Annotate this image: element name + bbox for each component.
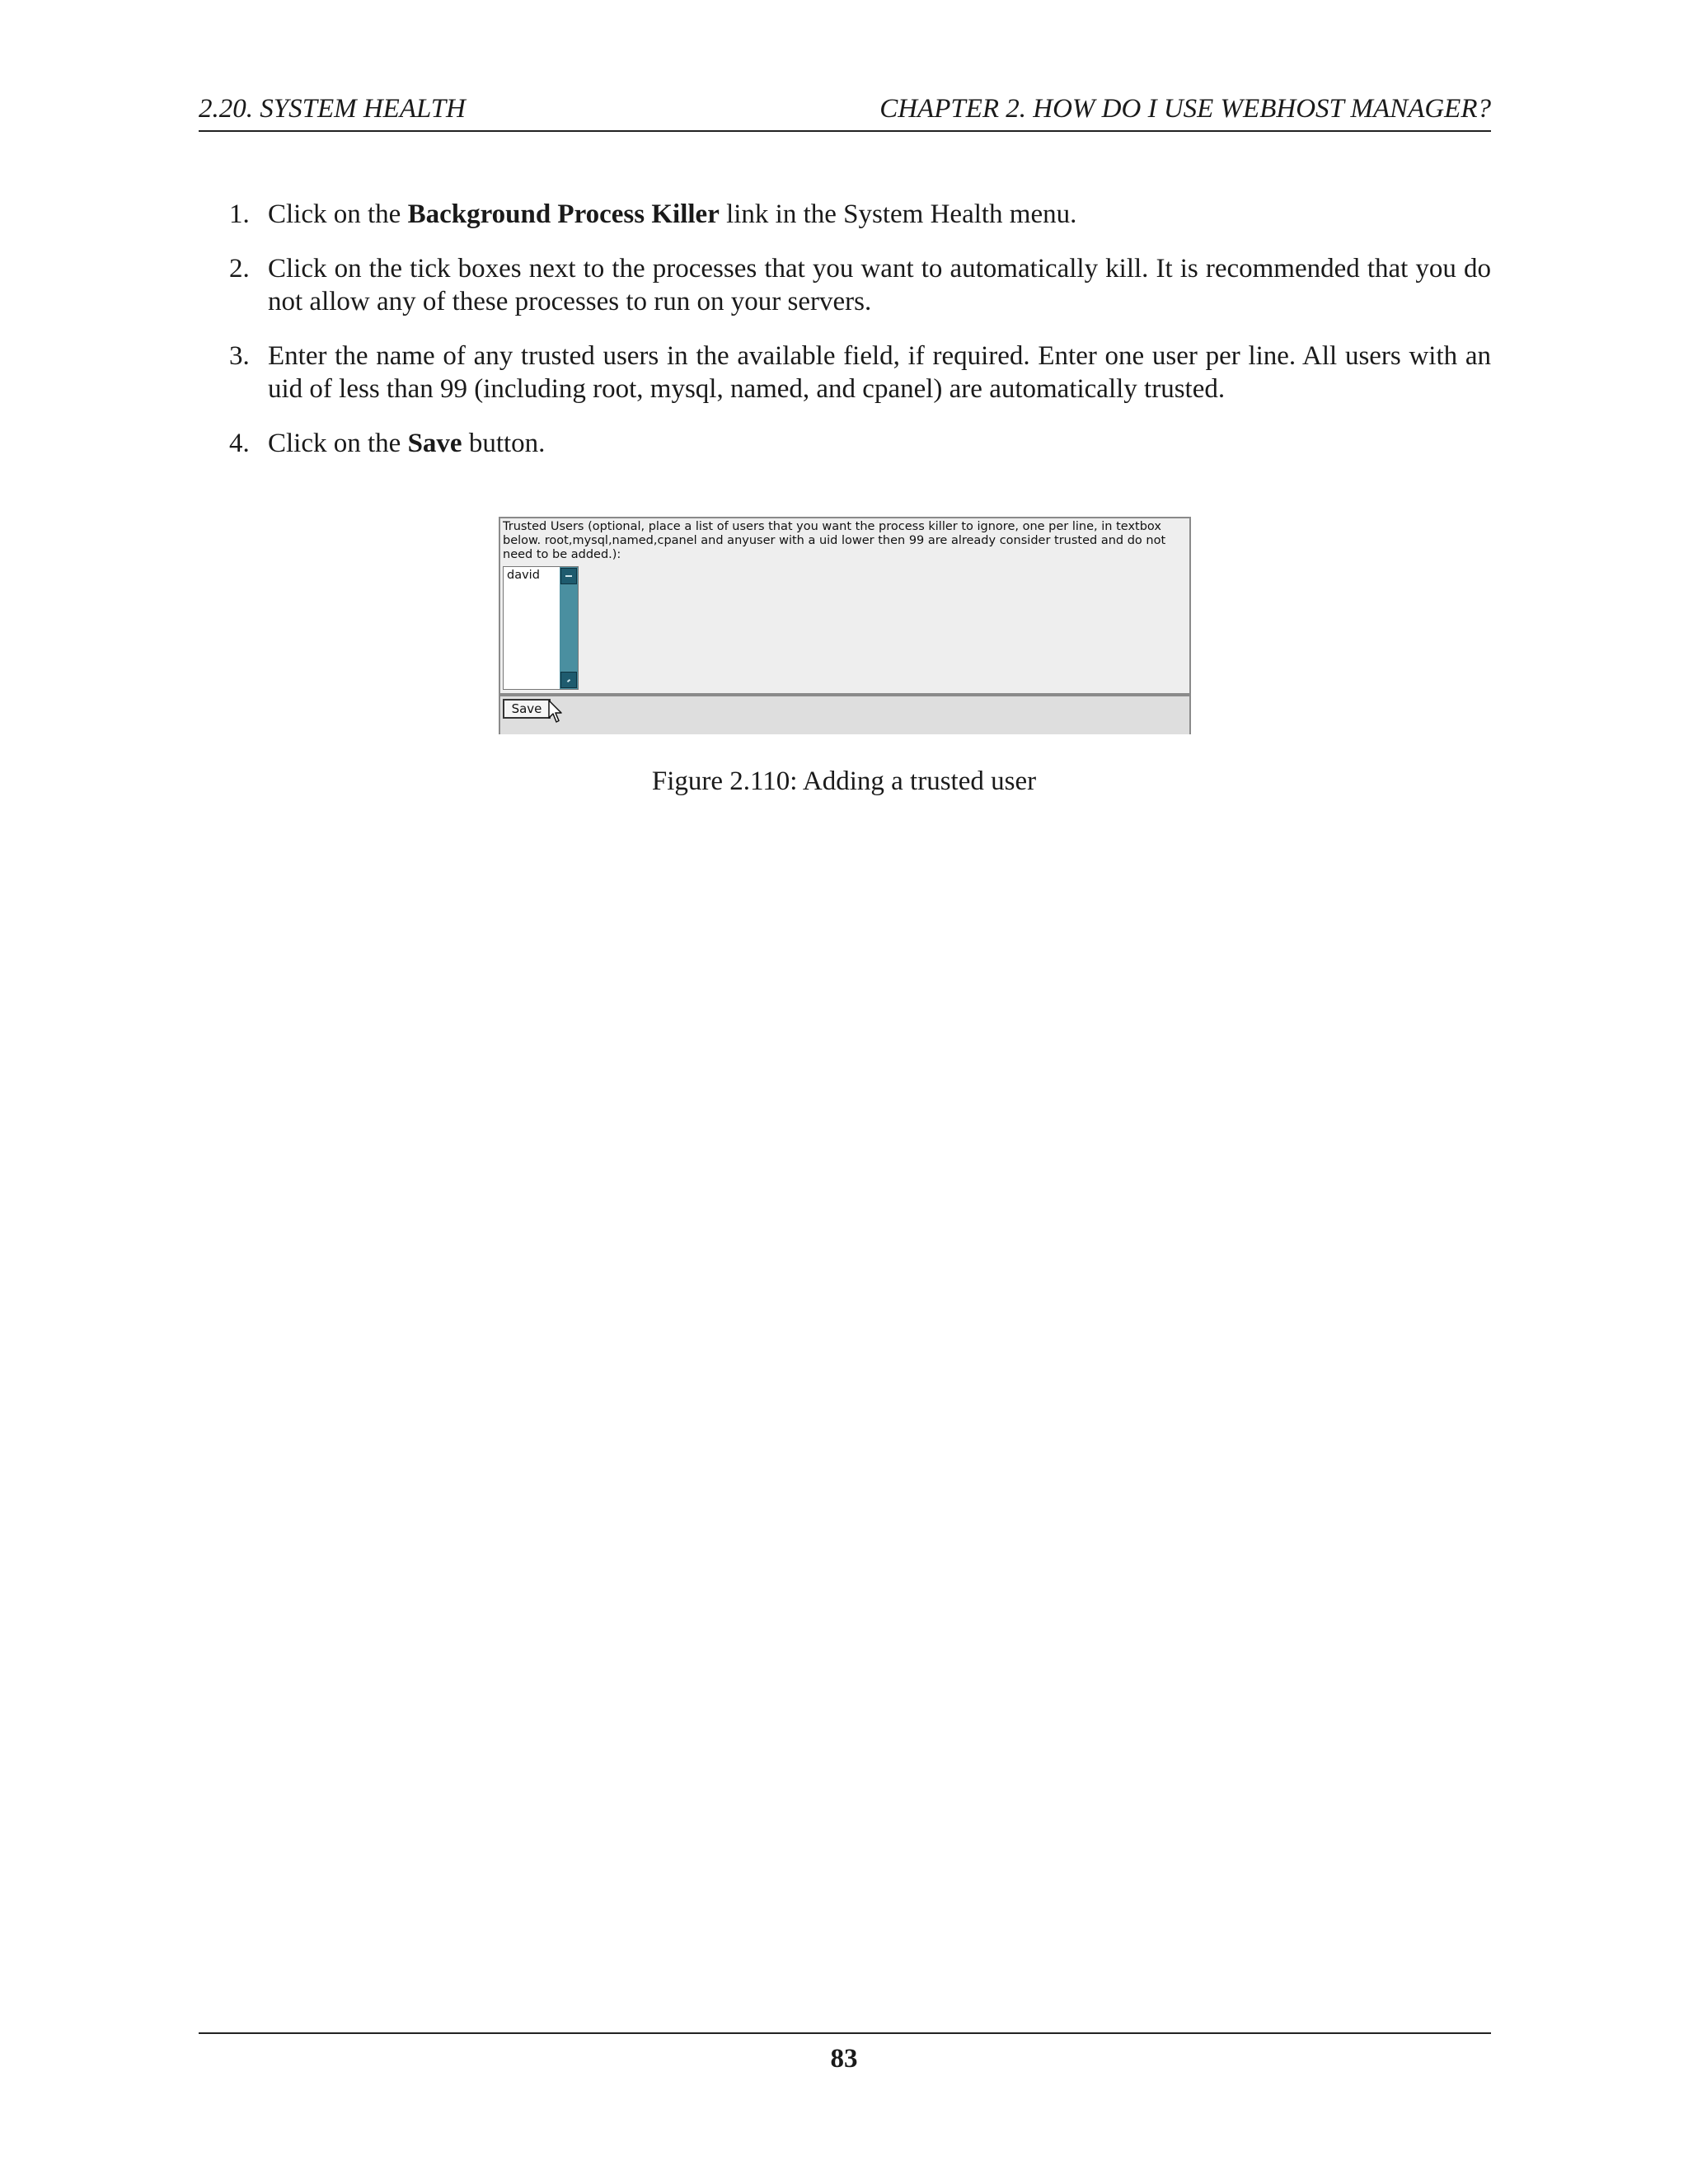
screenshot-figure	[499, 517, 1191, 734]
scroll-down-icon[interactable]	[560, 672, 577, 688]
step-text-pre: Click on the	[268, 429, 408, 458]
step-text-post: button.	[462, 429, 546, 458]
step-text-pre: Click on the	[268, 199, 408, 229]
step-text-bold: Save	[407, 429, 462, 458]
step-text-bold: Background Process Killer	[407, 199, 720, 229]
textarea-value: david	[507, 569, 540, 582]
instruction-steps	[229, 198, 1491, 481]
step-number: 3.	[229, 341, 250, 371]
save-panel	[499, 695, 1191, 734]
step-text: Click on the tick boxes next to the processes that you want to automatically kill. It is recommended that you do not allow any of these processes to run on your servers.	[268, 254, 1491, 316]
figure-caption: Figure 2.110: Adding a trusted user	[651, 766, 1037, 796]
step-number: 1.	[229, 199, 250, 229]
trusted-users-description: Trusted Users (optional, place a list of users that you want the process killer to ignore, one per line, in textbox below. root,mysql,named,cpanel and anyuser with a uid lower then 99 are already consider trusted and do not need to be added.):	[503, 520, 1166, 561]
section-title: 2.20. SYSTEM HEALTH	[199, 94, 466, 124]
scroll-up-icon[interactable]	[560, 568, 577, 584]
trusted-users-panel	[499, 517, 1191, 695]
save-button[interactable]: Save	[503, 699, 551, 719]
mouse-pointer-icon	[548, 700, 565, 724]
step-item	[229, 427, 1491, 460]
step-text-post: link in the System Health menu.	[719, 199, 1077, 229]
step-item	[229, 340, 1491, 405]
step-item	[229, 198, 1491, 231]
step-number: 2.	[229, 254, 250, 284]
page-number: 83	[830, 2044, 858, 2074]
chapter-title: CHAPTER 2. HOW DO I USE WEBHOST MANAGER?	[879, 94, 1491, 124]
running-header	[199, 91, 1491, 132]
step-item	[229, 252, 1491, 318]
footer-divider	[199, 2032, 1491, 2034]
textarea-scrollbar[interactable]	[560, 567, 578, 689]
trusted-users-textarea[interactable]	[503, 566, 579, 690]
step-number: 4.	[229, 429, 250, 458]
step-text: Enter the name of any trusted users in the available field, if required. Enter one user per line. All users with an uid of less than 99 (including root, mysql, named, and cpanel) are automatically trusted.	[268, 341, 1491, 404]
